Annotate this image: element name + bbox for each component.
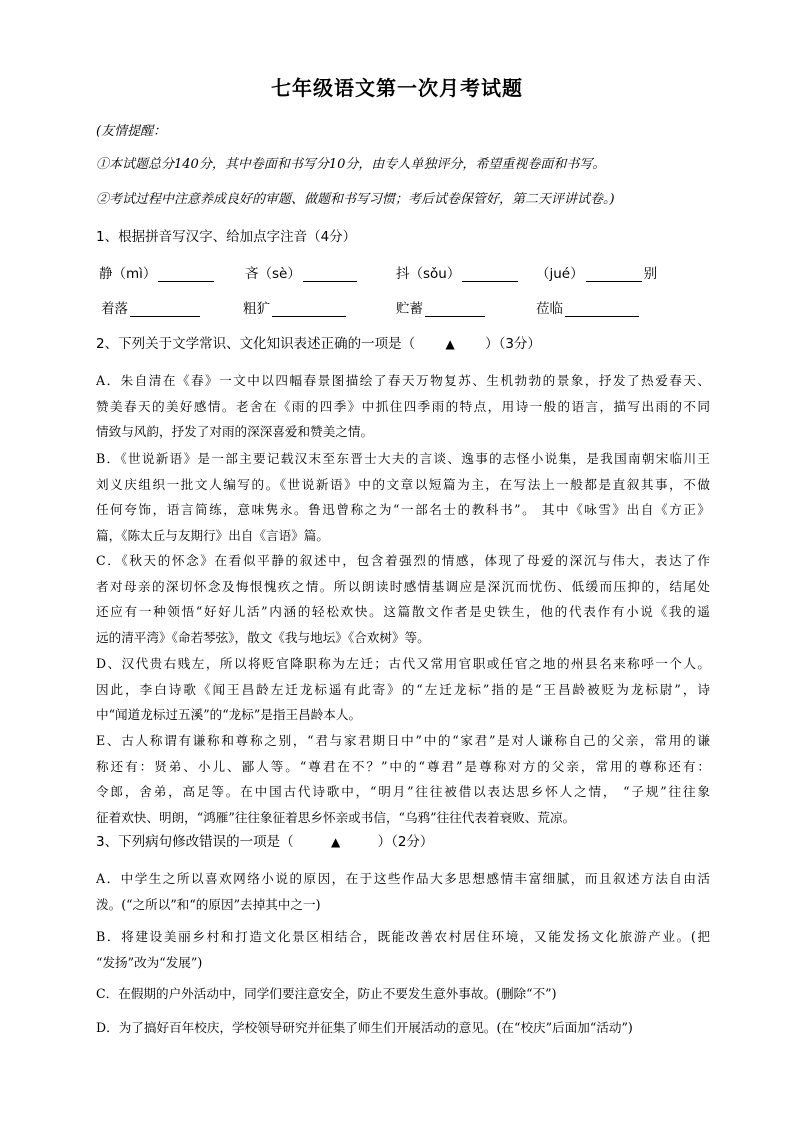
option-line: B．《世说新语》是一部主要记载汉末至东晋士大夫的言谈、逸事的志怪小说集，是我国南朝宋临川王: [96, 451, 710, 466]
q1-row-2: [0, 297, 794, 317]
q3-option-b: [96, 929, 710, 980]
q2-option-b: [96, 451, 710, 553]
option-line: E、古人称谓有谦称和尊称之别，“君与家君期日中”中的“家君”是对人谦称自己的父亲，常用的谦: [96, 733, 710, 748]
page-title: 七年级语文第一次月考试题: [271, 76, 523, 100]
option-line: 情致与风韵，抒发了对雨的深深喜爱和赞美之情。: [96, 424, 374, 439]
option-line: A．中学生之所以喜欢网络小说的原因，在于这些作品大多思想感情丰富细腻，而且叙述方法自由活: [96, 871, 710, 886]
option-line: 中“闻道龙标过五溪”的“龙标”是指王昌龄本人。: [96, 707, 362, 722]
option-line: C．《秋天的怀念》在看似平静的叙述中，包含着强烈的情感，体现了母爱的深沉与伟大，表达了作: [96, 553, 710, 568]
option-line: C．在假期的户外活动中，同学们要注意安全，防止不要发生意外事故。(删除“不”): [96, 986, 557, 1001]
q1-item-label: 静（mì）: [99, 266, 157, 282]
answer-blank[interactable]: [272, 302, 346, 317]
q1-item-label: 粗犷: [243, 301, 270, 317]
q2-option-d: [96, 656, 710, 733]
q2-stem-text: 2、下列关于文学常识、文化知识表述正确的一项是（: [96, 336, 416, 352]
option-line: B．将建设美丽乡村和打造文化景区相结合，既能改善农村居住环境，又能发扬文化旅游产业。(把: [96, 929, 710, 944]
q3-option-d: [96, 1020, 710, 1046]
option-line: A．朱自清在《春》一文中以四幅春景图描绘了春天万物复苏、生机勃勃的景象，抒发了热爱春天、: [96, 373, 710, 388]
q2-stem: [96, 336, 716, 352]
q1-item-label: 抖（sǒu）: [396, 266, 461, 282]
q1-item-label: 吝（sè）: [245, 266, 301, 282]
q2-option-e: [96, 733, 710, 835]
q1-item-suffix: 别: [643, 266, 658, 282]
answer-blank[interactable]: [158, 267, 214, 282]
tips-heading: (友情提醒：: [96, 124, 167, 139]
q1-item: [396, 262, 520, 282]
option-line: 者对母亲的深切怀念及悔恨愧疚之情。所以朗读时感情基调应是深沉而忧伤、低缓而压抑的，结尾处: [96, 578, 710, 594]
answer-blank[interactable]: [303, 267, 357, 282]
q1-stem: 1、根据拼音写汉字、给加点字注音（4分）: [96, 229, 357, 245]
q1-item: [396, 297, 487, 317]
q1-item: [245, 262, 359, 282]
answer-blank[interactable]: [565, 302, 639, 317]
q1-item-label: 莅临: [536, 301, 563, 317]
answer-blank[interactable]: [130, 302, 200, 317]
option-line: “发扬”改为“发展”): [96, 954, 203, 970]
option-line: 称还有：贤弟、小儿、鄙人等。“尊君在不？”中的“尊君”是尊称对方的父亲，常用的尊称还有：: [96, 758, 710, 774]
answer-blank[interactable]: [425, 302, 485, 317]
q3-option-c: [96, 986, 710, 1012]
option-line: 赞美春天的美好感情。老舍在《雨的四季》中抓住四季雨的特点，用诗一般的语言，描写出雨的不同: [96, 398, 710, 414]
q1-item: [536, 262, 657, 282]
option-line: 刘义庆组织一批文人编写的。《世说新语》中的文章以短篇为主，在写法上一般都是直叙其事，不做: [96, 476, 710, 492]
q3-stem-text: 3、下列病句修改错误的一项是（: [96, 834, 294, 850]
option-line: 还应有一种领悟“好好儿活”内涵的轻松欢快。这篇散文作者是史铁生，他的代表作有小说《我的遥: [96, 604, 710, 619]
q2-stem-score: ）（3分）: [485, 336, 541, 352]
option-line: D、汉代贵右贱左，所以将贬官降职称为左迁；古代又常用官职或任官之地的州县名来称呼一个人。: [96, 656, 710, 671]
tips-line-1: ①本试题总分140分，其中卷面和书写分10分，由专人单独评分，希望重视卷面和书写。: [96, 157, 606, 172]
q2-option-a: [96, 373, 710, 450]
q1-item: [101, 297, 202, 317]
option-line: D．为了搞好百年校庆，学校领导研究并征集了师生们开展活动的意见。(在“校庆”后面加“活动”): [96, 1020, 633, 1035]
q1-item-label: （jué）: [536, 266, 584, 282]
option-line: 征着欢快、明朗，“鸿雁”往往象征着思乡怀亲或书信，“乌鸦”往往代表着衰败、荒凉。: [96, 809, 576, 825]
q1-item: [99, 262, 216, 282]
answer-blank[interactable]: [462, 267, 518, 282]
option-line: 令郎，舍弟，高足等。在中国古代诗歌中，“明月”往往被借以表达思乡怀人之情， “子规”往往象: [96, 784, 710, 799]
answer-blank[interactable]: [586, 267, 642, 282]
answer-marker[interactable]: ▲: [445, 337, 455, 351]
q2-option-c: [96, 553, 710, 655]
q1-row-1: [0, 262, 794, 282]
option-line: 泼。(“之所以”和“的原因”去掉其中之一): [96, 896, 321, 912]
option-line: 因此，李白诗歌《闻王昌龄左迁龙标遥有此寄》的“左迁龙标”指的是“王昌龄被贬为龙标尉”，诗: [96, 681, 710, 697]
q3-stem: [96, 834, 716, 850]
q3-stem-score: ）（2分）: [377, 834, 434, 850]
q3-option-a: [96, 871, 710, 922]
tips-line-2: ②考试过程中注意养成良好的审题、做题和书写习惯；考后试卷保管好，第二天评讲试卷。): [96, 192, 615, 207]
q1-item: [536, 297, 641, 317]
option-line: 篇，《陈太丘与友期行》出自《言语》篇。: [96, 527, 329, 543]
q1-item: [243, 297, 348, 317]
option-line: 任何夸饰，语言简练，意味隽永。鲁迅曾称之为“一部名士的教科书”。 其中《咏雪》出自《方正》: [96, 502, 710, 517]
option-line: 远的清平湾》《命若琴弦》，散文《我与地坛》《合欢树》等。: [96, 629, 430, 645]
q1-item-label: 着落: [101, 301, 128, 317]
answer-marker[interactable]: ▲: [330, 835, 341, 849]
q1-item-label: 贮蓄: [396, 301, 423, 317]
